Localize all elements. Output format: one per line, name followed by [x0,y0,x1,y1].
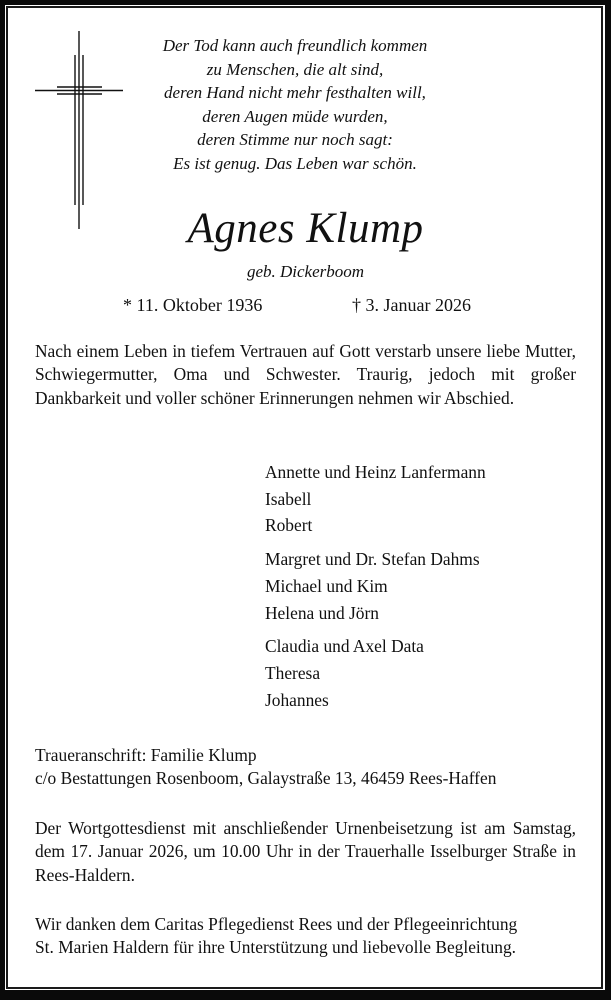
maiden-name: geb. Dickerboom [246,262,365,281]
family-group [265,459,595,539]
family-member: Robert [265,515,313,536]
family-member: Claudia und Axel Data [265,636,424,657]
address-line: Traueranschrift: Familie Klump [35,745,257,765]
thanks-line: St. Marien Haldern für ihre Unterstützung und liebevolle Begleitung. [35,937,517,958]
death-date: † 3. Januar 2026 [352,295,471,315]
family-list [265,459,595,720]
poem-line: Es ist genug. Das Leben war schön. [173,153,417,173]
poem-line: deren Stimme nur noch sagt: [197,130,393,149]
family-group [265,633,595,713]
family-member: Isabell [265,488,312,509]
service-info: Der Wortgottesdienst mit anschließender Urnenbeisetzung ist am Samstag, dem 17. Januar 2026, um 10.00 Uhr in der Trauerhalle Isselburger Straße in Rees-Haldern. [35,818,576,885]
mourning-address [35,744,595,791]
family-member: Theresa [265,662,321,683]
family-member: Johannes [265,689,329,710]
family-group [265,546,595,626]
family-member: Helena und Jörn [265,602,379,623]
poem-line: Der Tod kann auch freundlich kommen [162,36,428,55]
thanks-line: Wir danken dem Caritas Pflegedienst Rees und der Pflegeeinrichtung [35,914,518,934]
intro-text: Nach einem Leben in tiefem Vertrauen auf Gott verstarb unsere liebe Mutter, Schwiegermutter, Oma und Schwester. Traurig, jedoch mit großer Dankbarkeit und voller schöner Erinnerungen nehmen wir Abschied. [35,341,576,408]
thanks-text [35,913,595,960]
poem-line: zu Menschen, die alt sind, [206,59,384,79]
address-line: c/o Bestattungen Rosenboom, Galaystraße 13, 46459 Rees-Haffen [35,768,497,789]
family-member: Margret und Dr. Stefan Dahms [265,549,480,570]
poem-line: deren Hand nicht mehr festhalten will, [164,83,426,102]
birth-date: * 11. Oktober 1936 [123,295,263,315]
poem [130,34,460,175]
deceased-name: Agnes Klump [187,205,424,252]
poem-line: deren Augen müde wurden, [202,106,388,126]
family-member: Annette und Heinz Lanfermann [265,462,486,482]
family-member: Michael und Kim [265,575,388,596]
